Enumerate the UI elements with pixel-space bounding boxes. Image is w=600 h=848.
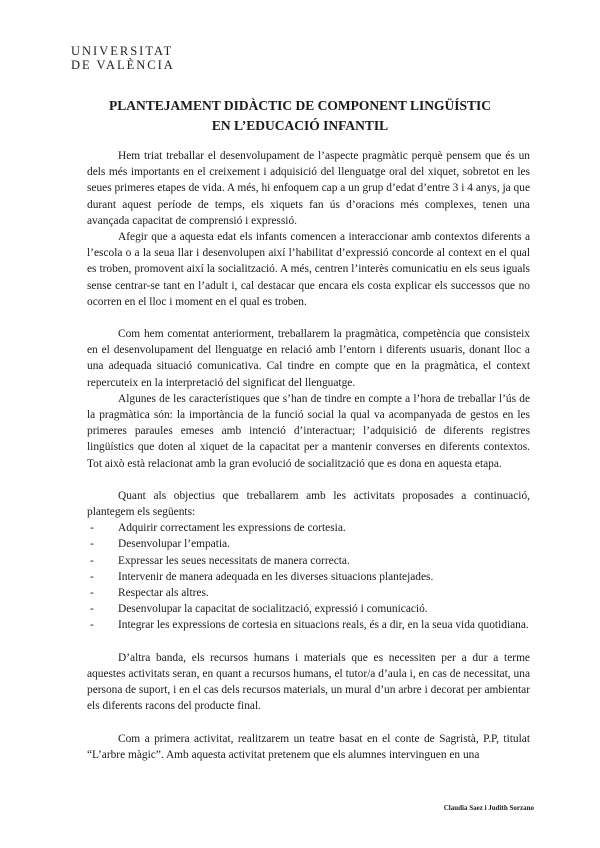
document-title [60,96,540,136]
logo-line-2: DE VALÈNCIA [71,58,175,72]
paragraph-7: Com a primera activitat, realitzarem un teatre basat en el conte de Sagristà, P.P, titulat “L’arbre màgic”. Amb aquesta activitat pretenem que els alumnes intervinguen en una [87,732,530,761]
title-line-2: EN L’EDUCACIÓ INFANTIL [211,118,389,133]
list-item: - Desenvolupar la capacitat de socialització, expressió i comunicació. [90,603,428,616]
paragraph-1: Hem triat treballar el desenvolupament de l’aspecte pragmàtic perquè pensem que és un dels més importants en el creixement i adquisició del llenguatge oral del xiquet, sobretot en les seues primeres etapes de vida. A més, hi enfoquem cap a un grup d’edat d’entre 3 i 4 anys, ja que durant aquest període de temps, els xiquets fan ús d’oracions més complexes, tenen una avançada capacitat de comprensió i expressió. [87,150,530,227]
list-item: - Expressar les seues necessitats de manera correcta. [90,554,350,567]
logo-line-1: UNIVERSITAT [71,44,174,58]
list-item: - Integrar les expressions de cortesia en situacions reals, és a dir, en la seua vida quotidiana. [90,619,529,632]
paragraph-2: Afegir que a aquesta edat els infants comencen a interaccionar amb contextos diferents a l’escola o a la seua llar i desenvolupen així l’habilitat d’expressió concorde al context en el qual es troben, promovent així la socialització. A més, centren l’interès comunicatiu en els seus iguals sense centrar-se tant en l’adult i, cal destacar que encara els costa explicar els successos que no ocorren en el lloc i moment en el qual es troben. [87,231,530,308]
paragraph-5: Quant als objectius que treballarem amb les activitats proposades a continuació, plantegem els següents: [87,489,530,519]
list-item: - Respectar als altres. [90,587,209,600]
title-line-1: PLANTEJAMENT DIDÀCTIC DE COMPONENT LINGÜÍSTIC [108,98,492,113]
objectives-list [87,520,530,633]
list-item: - Intervenir de manera adequada en les diverses situacions plantejades. [90,570,434,583]
paragraph-4: Algunes de les característiques que s’han de tindre en compte a l’hora de treballar l’ús de la pragmàtica són: la importància de la funció social la qual va acompanyada de gestos en les primeres paraules emeses amb intenció d’interactuar; l’adquisició de diferents registres lingüístics que doten al xiquet de la capacitat per a mantenir converses en diferents contextos. Tot això està relacionat amb la gran evolució de socialització que es dona en aquesta etapa. [87,392,530,470]
list-item: - Adquirir correctament les expressions de cortesia. [90,522,346,535]
paragraph-6: D’altra banda, els recursos humans i materials que es necessiten per a dur a terme aquestes activitats seran, en quant a recursos humans, el tutor/a d’aula i, en cas de necessitat, una persona de suport, i en el cas dels recursos materials, un mural d’un arbre i decorat per ambientar els diferents racons del producte final. [87,651,530,713]
list-item: - Desenvolupar l’empatia. [90,538,230,551]
paragraph-3: Com hem comentat anteriorment, treballarem la pragmàtica, competència que consisteix en el desenvolupament del llenguatge en relació amb l’entorn i diferents usuaris, donant lloc a una adequada situació comunicativa. Cal tindre en compte que en la pragmàtica, el context repercuteix en la interpretació del significat del llenguatge. [87,328,530,389]
university-logo [71,44,181,72]
footer-authors: Claudia Saez i Judith Sorzano [443,804,534,812]
document-body [87,148,530,763]
